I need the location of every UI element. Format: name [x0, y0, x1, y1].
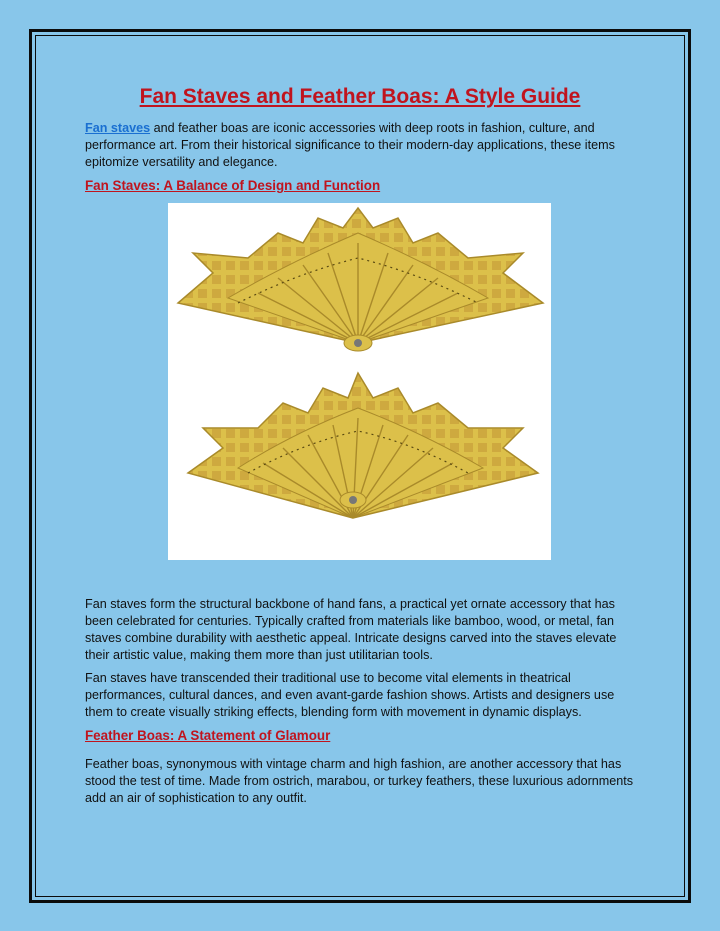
fan-staves-paragraph-1: Fan staves form the structural backbone of hand fans, a practical yet ornate accessory that has been celebrated for centuries. Typically crafted from materials like bamboo, wood, or metal, fan staves combine durability with aesthetic appeal. Intricate designs carved into the staves elevate their artistic value, making them more than just utilitarian tools. — [85, 597, 617, 662]
fan-stave-bottom — [188, 373, 538, 518]
fan-staves-paragraph-2: Fan staves have transcended their traditional use to become vital elements in theatrical performances, cultural dances, and even avant-garde fashion shows. Artists and designers use them to create visually striking effects, blending form with movement in dynamic displays. — [85, 671, 615, 719]
fan-stave-top — [178, 208, 543, 351]
feather-boas-paragraph-1: Feather boas, synonymous with vintage charm and high fashion, are another accessory that has stood the test of time. Made from ostrich, marabou, or turkey feathers, these luxurious adornments add an air of sophistication to any outfit. — [85, 757, 634, 805]
section-heading-feather-boas: Feather Boas: A Statement of Glamour — [85, 728, 331, 743]
intro-paragraph — [85, 120, 635, 171]
intro-text: and feather boas are iconic accessories with deep roots in fashion, culture, and performance art. From their historical significance to their modern-day applications, these items epitomize versatility and elegance. — [85, 121, 615, 169]
page-title: Fan Staves and Feather Boas: A Style Guide — [139, 85, 581, 108]
fan-staves-link[interactable]: Fan staves — [85, 121, 151, 135]
section-heading-fan-staves: Fan Staves: A Balance of Design and Function — [85, 178, 381, 193]
fan-staves-illustration — [168, 203, 551, 560]
fan-staves-photo — [168, 203, 551, 560]
